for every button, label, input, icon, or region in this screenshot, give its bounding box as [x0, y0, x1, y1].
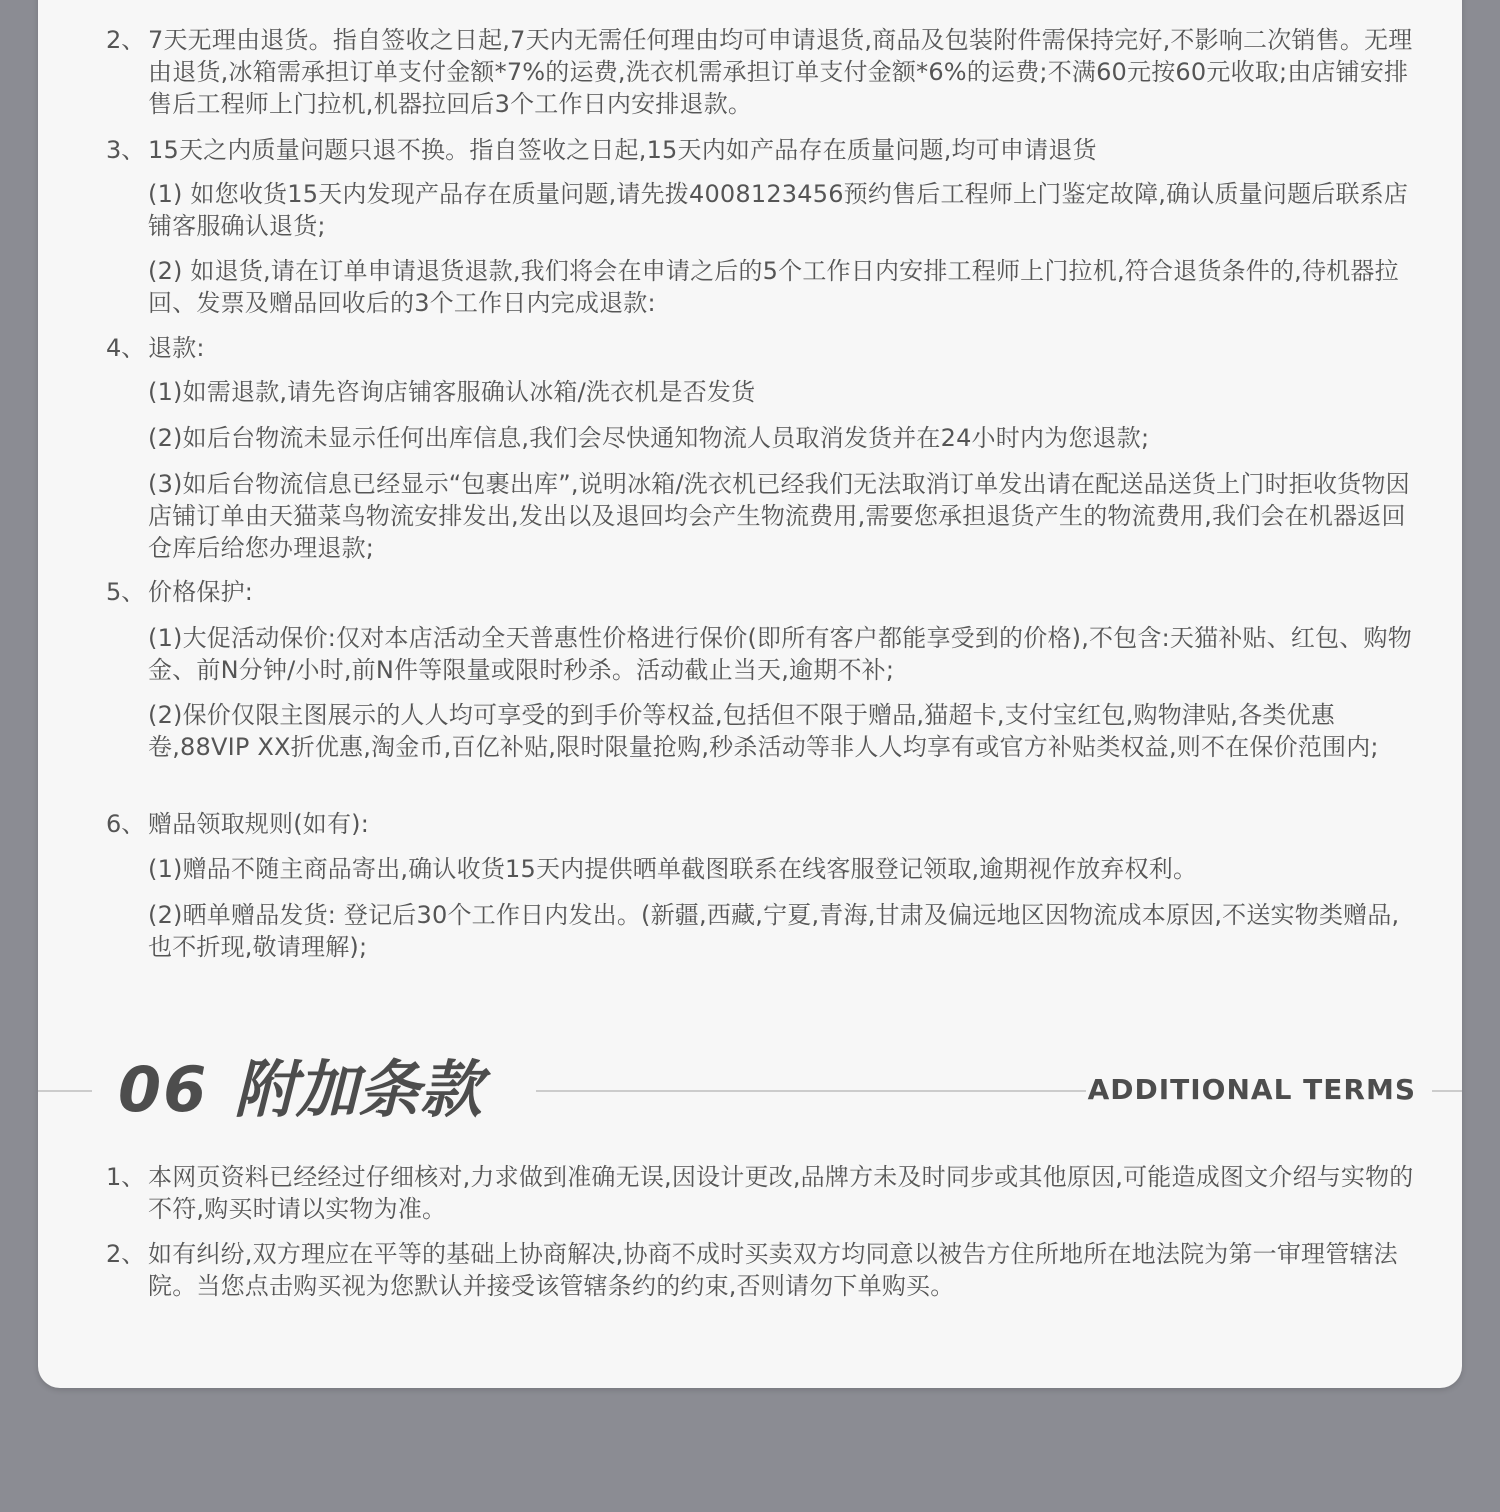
item-number: 2、	[106, 26, 146, 54]
section-number: 06	[118, 1053, 209, 1126]
subitem-text: (2)如后台物流未显示任何出库信息,我们会尽快通知物流人员取消发货并在24小时内为您退款;	[148, 424, 1150, 452]
subitem-text: (2)保价仅限主图展示的人人均可享受的到手价等权益,包括但不限于赠品,猫超卡,支付宝红包,购物津贴,各类优惠卷,88VIP XX折优惠,淘金币,百亿补贴,限时限量抢购,秒杀活动等非人人均享有或官方补贴类权益,则不在保价范围内;	[148, 701, 1379, 761]
item-number: 5、	[106, 578, 146, 606]
subitem-text: (1)赠品不随主商品寄出,确认收货15天内提供晒单截图联系在线客服登记领取,逾期视作放弃权利。	[148, 855, 1198, 883]
divider-right	[1432, 1090, 1462, 1092]
item-number: 1、	[106, 1163, 146, 1191]
item-text: 7天无理由退货。指自签收之日起,7天内无需任何理由均可申请退货,商品及包装附件需保持完好,不影响二次销售。无理由退货,冰箱需承担订单支付金额*7%的运费,洗衣机需承担订单支付金额*6%的运费;不满60元按60元收取;由店铺安排售后工程师上门拉机,机器拉回后3个工作日内安排退款。	[148, 26, 1413, 118]
subitem-text: (3)如后台物流信息已经显示“包裹出库”,说明冰箱/洗衣机已经我们无法取消订单发出请在配送品送货上门时拒收货物因店铺订单由天猫菜鸟物流安排发出,发出以及退回均会产生物流费用,需要您承担退货产生的物流费用,我们会在机器返回仓库后给您办理退款;	[148, 470, 1410, 562]
section-english-title: ADDITIONAL TERMS	[1087, 1073, 1416, 1106]
subitem-text: (2)晒单赠品发货: 登记后30个工作日内发出。(新疆,西藏,宁夏,青海,甘肃及偏远地区因物流成本原因,不送实物类赠品,也不折现,敬请理解);	[148, 901, 1400, 961]
item-text: 退款:	[148, 334, 205, 362]
item-number: 3、	[106, 136, 146, 164]
section-header-additional-terms	[38, 1050, 1462, 1130]
item-number: 2、	[106, 1240, 146, 1268]
item-text: 价格保护:	[148, 578, 254, 606]
divider-middle	[536, 1090, 1086, 1092]
item-text: 本网页资料已经经过仔细核对,力求做到准确无误,因设计更改,品牌方未及时同步或其他原因,可能造成图文介绍与实物的不符,购买时请以实物为准。	[148, 1163, 1414, 1223]
subitem-text: (1)大促活动保价:仅对本店活动全天普惠性价格进行保价(即所有客户都能享受到的价格),不包含:天猫补贴、红包、购物金、前N分钟/小时,前N件等限量或限时秒杀。活动截止当天,逾期不补;	[148, 624, 1412, 684]
subitem-text: (1) 如您收货15天内发现产品存在质量问题,请先拨4008123456预约售后工程师上门鉴定故障,确认质量问题后联系店铺客服确认退货;	[148, 180, 1409, 240]
subitem-text: (2) 如退货,请在订单申请退货退款,我们将会在申请之后的5个工作日内安排工程师上门拉机,符合退货条件的,待机器拉回、发票及赠品回收后的3个工作日内完成退款:	[148, 257, 1399, 317]
terms-card	[38, 0, 1462, 1388]
item-text: 15天之内质量问题只退不换。指自签收之日起,15天内如产品存在质量问题,均可申请退货	[148, 136, 1097, 164]
item-text: 如有纠纷,双方理应在平等的基础上协商解决,协商不成时买卖双方均同意以被告方住所地所在地法院为第一审理管辖法院。当您点击购买视为您默认并接受该管辖条约的约束,否则请勿下单购买。	[148, 1240, 1398, 1300]
section-title: 附加条款	[234, 1053, 483, 1126]
divider-left	[38, 1090, 92, 1092]
subitem-text: (1)如需退款,请先咨询店铺客服确认冰箱/洗衣机是否发货	[148, 378, 756, 406]
item-number: 4、	[106, 334, 146, 362]
item-text: 赠品领取规则(如有):	[148, 810, 370, 838]
item-number: 6、	[106, 810, 146, 838]
